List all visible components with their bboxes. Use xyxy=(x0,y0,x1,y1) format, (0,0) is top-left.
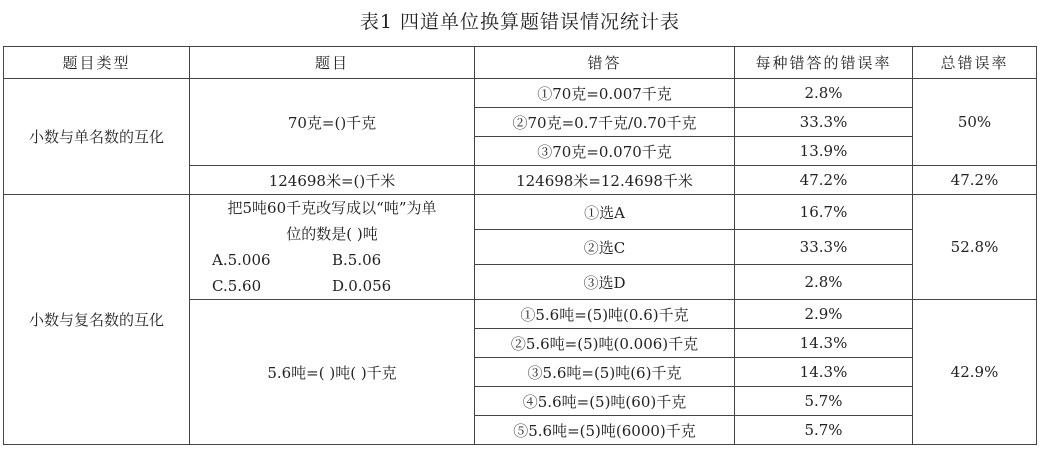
wrong-answer-cell: 124698米=12.4698千米 xyxy=(475,166,735,195)
option-b: B.5.06 xyxy=(332,251,382,269)
header-total-rate: 总错误率 xyxy=(913,47,1037,79)
header-row xyxy=(4,47,1037,79)
rate-cell: 2.8% xyxy=(735,265,913,300)
option-c: C.5.60 xyxy=(212,277,262,295)
total-rate-cell: 50% xyxy=(913,79,1037,166)
wrong-answer-cell: ④5.6吨=(5)吨(60)千克 xyxy=(475,387,735,416)
total-rate-cell: 42.9% xyxy=(913,300,1037,445)
wrong-answer-cell: ②选C xyxy=(475,230,735,265)
rate-cell: 33.3% xyxy=(735,230,913,265)
wrong-answer-cell: ①选A xyxy=(475,195,735,230)
header-question: 题目 xyxy=(190,47,475,79)
question-cell: 124698米=()千米 xyxy=(190,166,475,195)
question-line: 把5吨60千克改写成以“吨”为单 xyxy=(227,199,437,217)
rate-cell: 16.7% xyxy=(735,195,913,230)
problem-type-cell: 小数与单名数的互化 xyxy=(4,79,190,195)
rate-cell: 2.8% xyxy=(735,79,913,108)
question-line: 位的数是( )吨 xyxy=(286,225,378,243)
options-line xyxy=(194,247,470,273)
wrong-answer-cell: ②5.6吨=(5)吨(0.006)千克 xyxy=(475,329,735,358)
question-cell: 70克=()千克 xyxy=(190,79,475,166)
wrong-answer-cell: ①70克=0.007千克 xyxy=(475,79,735,108)
wrong-answer-cell: ①5.6吨=(5)吨(0.6)千克 xyxy=(475,300,735,329)
rate-cell: 5.7% xyxy=(735,416,913,445)
rate-cell: 5.7% xyxy=(735,387,913,416)
total-rate-cell: 47.2% xyxy=(913,166,1037,195)
question-cell xyxy=(190,195,475,300)
option-a: A.5.006 xyxy=(212,251,271,269)
wrong-answer-cell: ③5.6吨=(5)吨(6)千克 xyxy=(475,358,735,387)
header-rate-each: 每种错答的错误率 xyxy=(735,47,913,79)
wrong-answer-cell: ③选D xyxy=(475,265,735,300)
total-rate-cell: 52.8% xyxy=(913,195,1037,300)
wrong-answer-cell: ②70克=0.7千克/0.70千克 xyxy=(475,108,735,137)
question-cell: 5.6吨=( )吨( )千克 xyxy=(190,300,475,445)
table-row xyxy=(4,79,1037,108)
table-caption: 表1 四道单位换算题错误情况统计表 xyxy=(359,11,681,33)
rate-cell: 13.9% xyxy=(735,137,913,166)
header-wrong-answer: 错答 xyxy=(475,47,735,79)
rate-cell: 47.2% xyxy=(735,166,913,195)
options-line xyxy=(194,273,470,299)
wrong-answer-cell: ③70克=0.070千克 xyxy=(475,137,735,166)
wrong-answer-cell: ⑤5.6吨=(5)吨(6000)千克 xyxy=(475,416,735,445)
rate-cell: 2.9% xyxy=(735,300,913,329)
option-d: D.0.056 xyxy=(332,277,392,295)
rate-cell: 33.3% xyxy=(735,108,913,137)
rate-cell: 14.3% xyxy=(735,329,913,358)
rate-cell: 14.3% xyxy=(735,358,913,387)
problem-type-cell: 小数与复名数的互化 xyxy=(4,195,190,445)
table-row xyxy=(4,195,1037,230)
header-type: 题目类型 xyxy=(4,47,190,79)
error-statistics-table xyxy=(3,46,1037,445)
